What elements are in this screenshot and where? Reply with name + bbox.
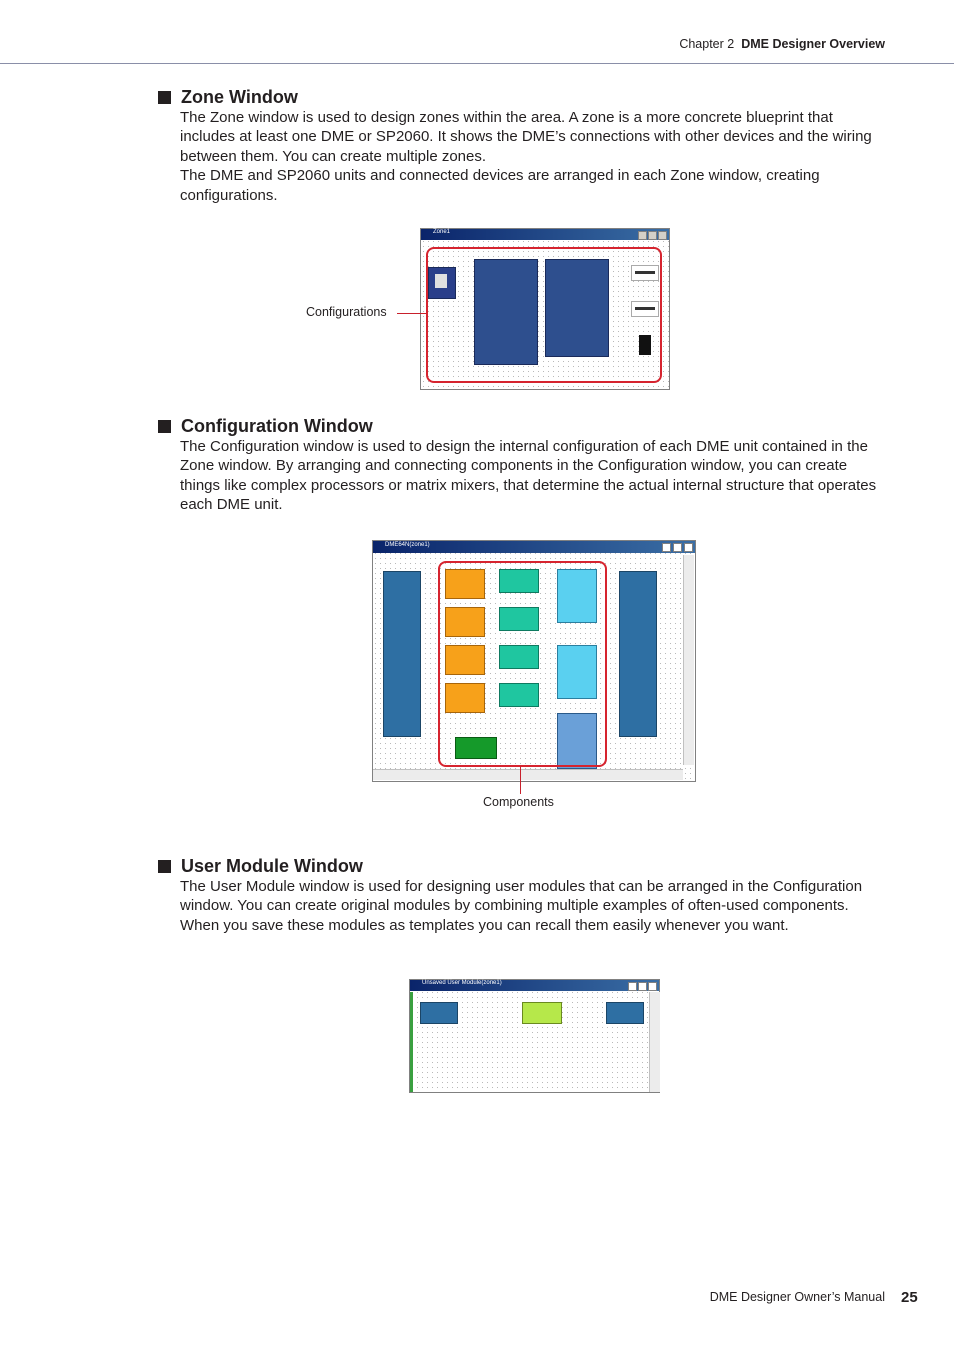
running-header [679,37,885,51]
minimize-icon [638,231,647,240]
footer-manual-title: DME Designer Owner’s Manual [709,1290,885,1304]
section-heading: Configuration Window [158,415,888,437]
programmable-block [522,1002,562,1024]
callout-line [397,313,427,314]
section-zone-window [158,86,888,205]
paragraph: The DME and SP2060 units and connected devices are arranged in each Zone window, creating configurations. [180,167,820,204]
unit-inputs-block [420,1002,458,1024]
chapter-title: DME Designer Overview [741,37,885,51]
section-configuration-window [158,415,888,515]
frame-edge [410,992,413,1092]
bullet-square-icon [158,420,171,433]
page-number: 25 [901,1289,918,1306]
bullet-square-icon [158,91,171,104]
paragraph: The Configuration window is used to design the internal configuration of each DME unit contained in the Zone window. By arranging and connecting components in the Configuration window, you can create things like complex processors or matrix mixers, that determine the actual internal structure that operates each DME unit. [180,438,877,514]
components-outline [438,561,607,767]
section-heading: User Module Window [158,855,888,877]
window-titlebar: DME64N(zone1) [373,541,695,553]
user-module-window-screenshot [409,979,660,1093]
bullet-square-icon [158,860,171,873]
vertical-scrollbar[interactable] [683,555,694,765]
window-titlebar: Zone1 [421,229,669,240]
close-icon [684,543,693,552]
paragraph: The Zone window is used to design zones within the area. A zone is a more concrete blueprint that includes at least one DME or SP2060. It shows the DME’s connections with other devices and the wiring between them. You can create multiple zones. [180,109,872,165]
cascade-input-block [383,571,421,737]
configuration-window-screenshot [372,540,696,782]
header-rule [0,63,954,64]
close-icon [648,982,657,991]
section-user-module-window [158,855,888,935]
callout-configurations: Configurations [306,305,387,319]
configurations-outline [426,247,662,383]
minimize-icon [628,982,637,991]
zone-window-screenshot [420,228,670,390]
maximize-icon [638,982,647,991]
paragraph: The User Module window is used for designing user modules that can be arranged in the Configuration window. You can create original modules by combining multiple examples of often-used components. When you save these modules as templates you can recall them easily whenever you want. [180,878,863,934]
callout-components: Components [483,795,554,809]
maximize-icon [648,231,657,240]
minimize-icon [662,543,671,552]
window-titlebar: Unsaved User Module(zone1) [410,980,659,991]
cascade-output-block [619,571,657,737]
section-heading: Zone Window [158,86,888,108]
vertical-scrollbar[interactable] [649,992,660,1092]
horizontal-scrollbar[interactable] [373,769,683,780]
unit-outputs-block [606,1002,644,1024]
chapter-label: Chapter 2 [679,37,735,51]
maximize-icon [673,543,682,552]
callout-line [520,766,521,794]
close-icon [658,231,667,240]
